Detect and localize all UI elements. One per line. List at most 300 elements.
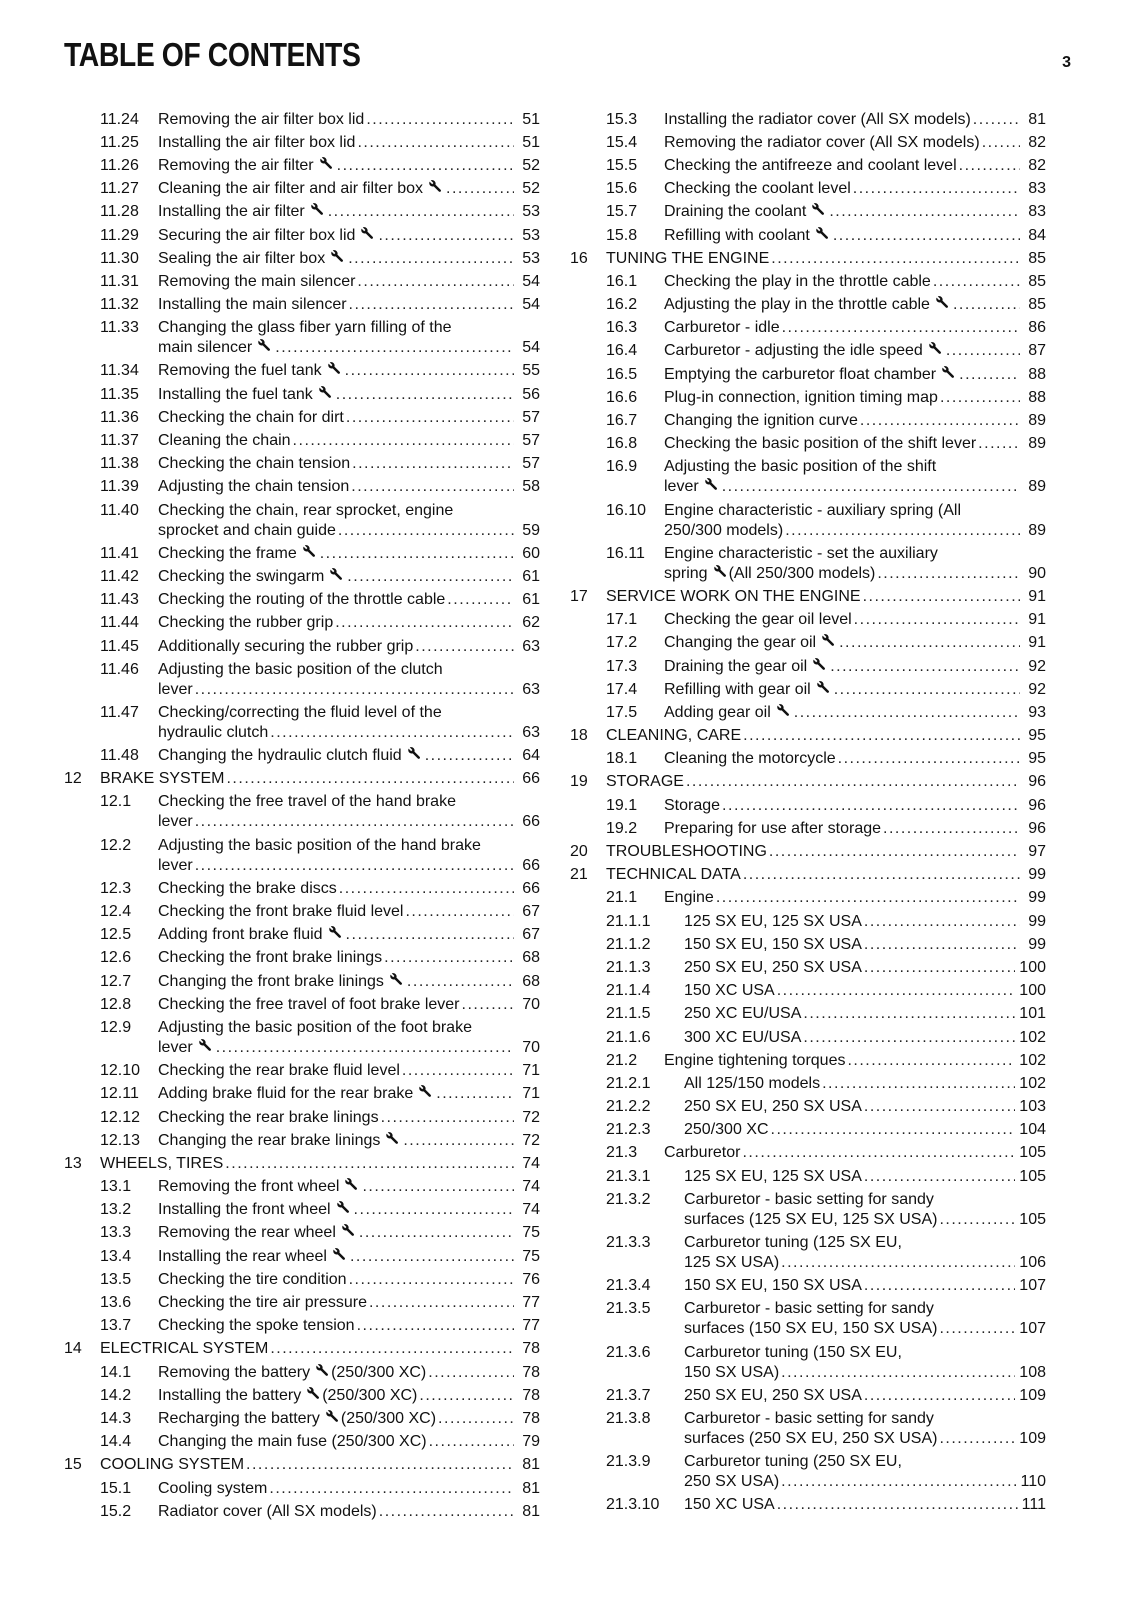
toc-entry-body bbox=[664, 226, 1046, 246]
dot-leader bbox=[771, 249, 1020, 269]
toc-entry-suffix: (250/300 XC) bbox=[331, 1363, 427, 1381]
toc-entry[interactable] bbox=[64, 178, 540, 201]
toc-entry-line bbox=[684, 1343, 1046, 1363]
toc-entry[interactable] bbox=[570, 1275, 1046, 1298]
toc-entry-body bbox=[684, 1276, 1046, 1296]
toc-entry[interactable] bbox=[64, 1222, 540, 1245]
toc-entry-title: 150 XC USA bbox=[684, 982, 775, 1000]
toc-entry-number: 15.6 bbox=[606, 180, 638, 198]
toc-entry[interactable] bbox=[570, 108, 1046, 131]
toc-entry[interactable] bbox=[570, 840, 1046, 863]
toc-entry-line bbox=[158, 856, 540, 876]
dot-leader bbox=[336, 385, 514, 405]
toc-entry-number: 12 bbox=[64, 770, 82, 788]
dot-leader bbox=[402, 1061, 514, 1081]
toc-entry-number: 15.3 bbox=[606, 110, 638, 128]
toc-entry-title: Changing the ignition curve bbox=[664, 412, 858, 430]
toc-entry-number: 16 bbox=[570, 249, 588, 267]
toc-entry[interactable] bbox=[570, 542, 1046, 585]
toc-entry-number: 11.25 bbox=[100, 133, 139, 151]
toc-entry[interactable] bbox=[570, 131, 1046, 154]
toc-entry[interactable] bbox=[64, 1477, 540, 1500]
toc-entry[interactable] bbox=[64, 360, 540, 383]
toc-entry[interactable] bbox=[570, 456, 1046, 499]
toc-entry[interactable] bbox=[570, 340, 1046, 363]
toc-entry-line bbox=[158, 1223, 540, 1243]
toc-entry-title: Adding gear oil bbox=[664, 703, 771, 721]
toc-entry-title: Adjusting the basic position of the foot brake bbox=[158, 1018, 472, 1036]
toc-entry-line bbox=[664, 544, 1046, 564]
toc-entry-number: 16.3 bbox=[606, 319, 638, 337]
toc-entry[interactable] bbox=[64, 499, 540, 542]
toc-entry-number: 16.4 bbox=[606, 342, 638, 360]
toc-entry-number: 16.1 bbox=[606, 272, 638, 290]
toc-entry-line bbox=[684, 1120, 1046, 1140]
dot-leader bbox=[864, 1167, 1015, 1187]
toc-entry-page: 99 bbox=[1028, 866, 1046, 884]
wrench-icon bbox=[407, 746, 421, 760]
toc-entry[interactable] bbox=[64, 429, 540, 452]
toc-entry-title: 125 SX USA) bbox=[684, 1254, 780, 1272]
toc-entry-line bbox=[100, 1339, 540, 1359]
toc-entry-page: 91 bbox=[1028, 611, 1046, 629]
toc-entry[interactable] bbox=[64, 1129, 540, 1152]
toc-entry-title: Refilling with coolant bbox=[664, 226, 810, 244]
toc-entry[interactable] bbox=[570, 887, 1046, 910]
toc-entry-number: 12.8 bbox=[100, 995, 132, 1013]
toc-entry-line bbox=[100, 1154, 540, 1174]
toc-entry[interactable] bbox=[64, 131, 540, 154]
toc-entry-number: 20 bbox=[570, 843, 588, 861]
toc-entry-page: 76 bbox=[522, 1270, 540, 1288]
toc-entry-body bbox=[684, 958, 1046, 978]
toc-entry[interactable] bbox=[64, 1245, 540, 1268]
wrench-icon bbox=[257, 338, 271, 352]
dot-leader bbox=[438, 1409, 514, 1429]
toc-entry[interactable] bbox=[64, 993, 540, 1016]
toc-entry[interactable] bbox=[64, 768, 540, 791]
toc-entry-line bbox=[684, 1319, 1046, 1339]
toc-entry-title: Carburetor tuning (150 SX EU, bbox=[684, 1343, 902, 1361]
toc-entry[interactable] bbox=[64, 1407, 540, 1430]
toc-entry-body bbox=[158, 133, 540, 153]
toc-entry-title: Installing the battery bbox=[158, 1386, 302, 1404]
toc-entry-body bbox=[684, 1343, 1046, 1383]
toc-entry[interactable] bbox=[64, 877, 540, 900]
toc-entry[interactable] bbox=[64, 658, 540, 701]
toc-entry[interactable] bbox=[570, 1049, 1046, 1072]
toc-entry[interactable] bbox=[64, 224, 540, 247]
toc-entry-number: 16.9 bbox=[606, 458, 638, 476]
toc-entry-line bbox=[158, 1502, 540, 1522]
toc-entry[interactable] bbox=[64, 791, 540, 834]
toc-entry-title: surfaces (250 SX EU, 250 SX USA) bbox=[684, 1429, 938, 1447]
wrench-icon bbox=[389, 972, 403, 986]
toc-entry-title: Installing the main silencer bbox=[158, 296, 347, 314]
dot-leader bbox=[833, 226, 1020, 246]
wrench-icon bbox=[327, 361, 341, 375]
toc-entry-body bbox=[664, 457, 1046, 497]
toc-entry[interactable] bbox=[570, 655, 1046, 678]
toc-entry[interactable] bbox=[64, 970, 540, 993]
toc-entry[interactable] bbox=[64, 1176, 540, 1199]
toc-entry[interactable] bbox=[570, 154, 1046, 177]
toc-entry[interactable] bbox=[64, 1016, 540, 1059]
dot-leader bbox=[781, 1253, 1015, 1273]
toc-entry-title: Removing the rear wheel bbox=[158, 1224, 336, 1242]
toc-entry-title: SERVICE WORK ON THE ENGINE bbox=[606, 587, 861, 605]
dot-leader bbox=[270, 723, 514, 743]
toc-entry[interactable] bbox=[570, 980, 1046, 1003]
toc-entry-number: 21.1 bbox=[606, 889, 638, 907]
wrench-icon bbox=[336, 1200, 350, 1214]
toc-entry[interactable] bbox=[64, 1060, 540, 1083]
toc-entry[interactable] bbox=[64, 589, 540, 612]
toc-entry[interactable] bbox=[64, 1338, 540, 1361]
toc-entry-title: main silencer bbox=[158, 339, 253, 357]
toc-entry-line bbox=[664, 501, 1046, 521]
toc-entry-line bbox=[664, 1143, 1046, 1163]
toc-entry[interactable] bbox=[570, 678, 1046, 701]
toc-entry-title: Refilling with gear oil bbox=[664, 680, 811, 698]
toc-entry[interactable] bbox=[570, 1298, 1046, 1341]
dot-leader bbox=[405, 902, 514, 922]
toc-entry-line bbox=[664, 295, 1046, 315]
dot-leader bbox=[959, 365, 1020, 385]
toc-entry[interactable] bbox=[64, 1454, 540, 1477]
toc-entry[interactable] bbox=[570, 956, 1046, 979]
toc-entry-number: 17.1 bbox=[606, 611, 638, 629]
toc-entry-page: 93 bbox=[1028, 703, 1046, 721]
toc-entry-page: 77 bbox=[522, 1317, 540, 1335]
toc-entry-number: 16.7 bbox=[606, 412, 638, 430]
toc-entry-title: TUNING THE ENGINE bbox=[606, 249, 770, 267]
toc-entry-line bbox=[684, 1299, 1046, 1319]
toc-entry-line bbox=[664, 1051, 1046, 1071]
toc-entry[interactable] bbox=[64, 834, 540, 877]
page-title: TABLE OF CONTENTS bbox=[64, 36, 361, 73]
dot-leader bbox=[953, 295, 1020, 315]
toc-entry-number: 21.1.3 bbox=[606, 958, 651, 976]
toc-entry-page: 96 bbox=[1028, 819, 1046, 837]
toc-entry-title: Carburetor - basic setting for sandy bbox=[684, 1409, 934, 1427]
toc-entry-body bbox=[684, 912, 1046, 932]
toc-entry-page: 53 bbox=[522, 249, 540, 267]
toc-entry[interactable] bbox=[570, 1384, 1046, 1407]
toc-entry-body bbox=[158, 1479, 540, 1499]
wrench-icon bbox=[329, 567, 343, 581]
toc-entry[interactable] bbox=[64, 1152, 540, 1175]
toc-entry-line bbox=[158, 1177, 540, 1197]
toc-entry-title: Changing the hydraulic clutch fluid bbox=[158, 747, 402, 765]
toc-entry-title: Draining the gear oil bbox=[664, 657, 808, 675]
dot-leader bbox=[860, 411, 1020, 431]
toc-entry[interactable] bbox=[64, 1268, 540, 1291]
toc-entry-number: 18.1 bbox=[606, 750, 638, 768]
toc-entry-page: 81 bbox=[1028, 110, 1046, 128]
toc-entry[interactable] bbox=[570, 1165, 1046, 1188]
toc-entry[interactable] bbox=[570, 817, 1046, 840]
toc-entry[interactable] bbox=[570, 433, 1046, 456]
toc-entry[interactable] bbox=[64, 1361, 540, 1384]
toc-entry-line bbox=[664, 388, 1046, 408]
toc-entry-title: COOLING SYSTEM bbox=[100, 1456, 245, 1474]
toc-entry[interactable] bbox=[570, 585, 1046, 608]
wrench-icon bbox=[821, 633, 835, 647]
toc-entry-line bbox=[158, 110, 540, 130]
toc-entry-title: sprocket and chain guide bbox=[158, 521, 336, 539]
toc-entry[interactable] bbox=[64, 900, 540, 923]
toc-entry-page: 63 bbox=[522, 680, 540, 698]
toc-entry[interactable] bbox=[64, 1384, 540, 1407]
dot-leader bbox=[352, 454, 514, 474]
toc-entry-body bbox=[158, 385, 540, 405]
toc-entry[interactable] bbox=[570, 1119, 1046, 1142]
toc-entry-number: 11.41 bbox=[100, 544, 139, 562]
toc-entry-page: 52 bbox=[522, 156, 540, 174]
toc-entry-page: 77 bbox=[522, 1294, 540, 1312]
toc-entry-page: 74 bbox=[522, 1201, 540, 1219]
toc-entry[interactable] bbox=[570, 933, 1046, 956]
toc-entry-number: 14.3 bbox=[100, 1409, 132, 1427]
toc-entry[interactable] bbox=[64, 270, 540, 293]
toc-entry-number: 14.4 bbox=[100, 1433, 132, 1451]
toc-entry[interactable] bbox=[570, 270, 1046, 293]
toc-entry-page: 107 bbox=[1019, 1277, 1046, 1295]
toc-entry-title: lever bbox=[158, 1038, 193, 1056]
toc-entry-body bbox=[606, 726, 1046, 746]
toc-entry[interactable] bbox=[570, 201, 1046, 224]
toc-entry-title: 150 SX EU, 150 SX USA bbox=[684, 1277, 862, 1295]
toc-entry-title: Carburetor - adjusting the idle speed bbox=[664, 342, 923, 360]
toc-entry-page: 89 bbox=[1028, 435, 1046, 453]
toc-entry-body bbox=[684, 1167, 1046, 1187]
toc-entry[interactable] bbox=[570, 1188, 1046, 1231]
toc-entry[interactable] bbox=[570, 632, 1046, 655]
toc-entry[interactable] bbox=[570, 910, 1046, 933]
toc-entry[interactable] bbox=[64, 1500, 540, 1523]
toc-entry-body bbox=[664, 501, 1046, 541]
toc-entry-line bbox=[158, 879, 540, 899]
toc-entry[interactable] bbox=[570, 386, 1046, 409]
toc-entry[interactable] bbox=[64, 1315, 540, 1338]
toc-entry-page: 74 bbox=[522, 1178, 540, 1196]
toc-entry-title: 300 XC EU/USA bbox=[684, 1028, 802, 1046]
dot-leader bbox=[339, 879, 514, 899]
toc-entry-line bbox=[664, 272, 1046, 292]
toc-entry[interactable] bbox=[64, 383, 540, 406]
toc-entry-number: 17.2 bbox=[606, 634, 638, 652]
toc-entry[interactable] bbox=[570, 499, 1046, 542]
dot-leader bbox=[794, 703, 1020, 723]
toc-entry-line bbox=[664, 434, 1046, 454]
toc-entry[interactable] bbox=[64, 294, 540, 317]
toc-entry[interactable] bbox=[64, 317, 540, 360]
toc-entry[interactable] bbox=[570, 864, 1046, 887]
toc-entry-title: Checking the spoke tension bbox=[158, 1317, 355, 1335]
toc-entry[interactable] bbox=[64, 1199, 540, 1222]
toc-entry[interactable] bbox=[570, 771, 1046, 794]
toc-entry-body bbox=[684, 1233, 1046, 1273]
toc-entry[interactable] bbox=[64, 542, 540, 565]
toc-entry-body bbox=[664, 1143, 1046, 1163]
toc-entry-line bbox=[684, 1472, 1046, 1492]
toc-entry-number: 17.4 bbox=[606, 680, 638, 698]
toc-entry[interactable] bbox=[570, 701, 1046, 724]
toc-entry[interactable] bbox=[570, 1231, 1046, 1274]
toc-entry-line bbox=[100, 769, 540, 789]
toc-entry-number: 11.34 bbox=[100, 362, 139, 380]
toc-entry[interactable] bbox=[570, 1072, 1046, 1095]
toc-entry-body bbox=[664, 179, 1046, 199]
toc-entry[interactable] bbox=[570, 1407, 1046, 1450]
toc-entry-title: Emptying the carburetor float chamber bbox=[664, 365, 937, 383]
toc-entry-number: 21.3.4 bbox=[606, 1277, 651, 1295]
toc-entry[interactable] bbox=[570, 1142, 1046, 1165]
toc-entry-title: Checking the rubber grip bbox=[158, 614, 334, 632]
toc-entry-page: 59 bbox=[522, 521, 540, 539]
dot-leader bbox=[379, 1502, 514, 1522]
toc-entry-title: Removing the air filter bbox=[158, 156, 314, 174]
toc-entry[interactable] bbox=[64, 565, 540, 588]
toc-entry[interactable] bbox=[570, 409, 1046, 432]
toc-entry-body bbox=[606, 865, 1046, 885]
toc-entry-page: 52 bbox=[522, 180, 540, 198]
toc-entry[interactable] bbox=[570, 1096, 1046, 1119]
toc-entry-number: 11.27 bbox=[100, 180, 139, 198]
toc-entry-page: 99 bbox=[1028, 935, 1046, 953]
dot-leader bbox=[269, 1479, 514, 1499]
toc-entry-line bbox=[158, 1270, 540, 1290]
dot-leader bbox=[864, 1276, 1015, 1296]
toc-entry[interactable] bbox=[570, 1451, 1046, 1494]
toc-entry-title: Adjusting the basic position of the clutch bbox=[158, 660, 443, 678]
wrench-icon bbox=[816, 680, 830, 694]
toc-entry-title: STORAGE bbox=[606, 773, 684, 791]
dot-leader bbox=[195, 680, 514, 700]
toc-entry-title: Draining the coolant bbox=[664, 203, 807, 221]
toc-entry-page: 102 bbox=[1019, 1051, 1046, 1069]
toc-entry[interactable] bbox=[64, 1106, 540, 1129]
toc-entry-line bbox=[158, 544, 540, 564]
dot-leader bbox=[939, 1429, 1015, 1449]
toc-entry-page: 63 bbox=[522, 723, 540, 741]
toc-entry-line bbox=[684, 1429, 1046, 1449]
toc-entry-title: Adjusting the chain tension bbox=[158, 478, 350, 496]
toc-entry-body bbox=[664, 365, 1046, 385]
toc-entry-number: 18 bbox=[570, 727, 588, 745]
toc-entry-body bbox=[158, 972, 540, 992]
toc-entry-title: Installing the front wheel bbox=[158, 1201, 331, 1219]
toc-entry[interactable] bbox=[64, 947, 540, 970]
toc-entry-title: Adding front brake fluid bbox=[158, 926, 323, 944]
toc-entry-title: Removing the battery bbox=[158, 1363, 311, 1381]
toc-entry[interactable] bbox=[570, 317, 1046, 340]
toc-entry[interactable] bbox=[570, 794, 1046, 817]
dot-leader bbox=[226, 769, 514, 789]
toc-entry-body bbox=[100, 1339, 540, 1359]
toc-entry-title: Engine characteristic - auxiliary spring (All bbox=[664, 501, 961, 519]
toc-entry-line bbox=[158, 1432, 540, 1452]
toc-entry[interactable] bbox=[570, 725, 1046, 748]
toc-entry-line bbox=[664, 457, 1046, 477]
toc-entry[interactable] bbox=[64, 1431, 540, 1454]
toc-entry-title: Cleaning the motorcycle bbox=[664, 750, 836, 768]
toc-entry[interactable] bbox=[64, 1291, 540, 1314]
toc-entry-number: 12.4 bbox=[100, 903, 132, 921]
toc-entry[interactable] bbox=[64, 701, 540, 744]
wrench-icon bbox=[776, 703, 790, 717]
toc-entry-line bbox=[606, 587, 1046, 607]
toc-entry[interactable] bbox=[64, 108, 540, 131]
toc-entry[interactable] bbox=[64, 247, 540, 270]
toc-entry[interactable] bbox=[64, 453, 540, 476]
toc-entry-body bbox=[158, 544, 540, 564]
toc-entry-body bbox=[158, 1177, 540, 1197]
toc-entry[interactable] bbox=[570, 363, 1046, 386]
toc-entry[interactable] bbox=[570, 294, 1046, 317]
toc-entry-title: Engine tightening torques bbox=[664, 1051, 846, 1069]
toc-entry[interactable] bbox=[64, 406, 540, 429]
toc-entry[interactable] bbox=[570, 224, 1046, 247]
toc-entry[interactable] bbox=[64, 1083, 540, 1106]
wrench-icon bbox=[385, 1131, 399, 1145]
toc-entry-line bbox=[158, 318, 540, 338]
dot-leader bbox=[777, 981, 1016, 1001]
toc-entry[interactable] bbox=[64, 635, 540, 658]
dot-leader bbox=[462, 995, 515, 1015]
toc-entry-line bbox=[158, 1061, 540, 1081]
toc-entry-line bbox=[684, 935, 1046, 955]
toc-entry[interactable] bbox=[570, 1026, 1046, 1049]
toc-entry-title: Preparing for use after storage bbox=[664, 819, 882, 837]
toc-entry-suffix: (All 250/300 models) bbox=[728, 564, 876, 582]
toc-entry-page: 72 bbox=[522, 1108, 540, 1126]
toc-entry-page: 78 bbox=[522, 1386, 540, 1404]
dot-leader bbox=[419, 1386, 514, 1406]
toc-entry[interactable] bbox=[570, 247, 1046, 270]
toc-entry-line bbox=[158, 995, 540, 1015]
toc-entry-title: surfaces (150 SX EU, 150 SX USA) bbox=[684, 1320, 938, 1338]
toc-entry-body bbox=[158, 1018, 540, 1058]
toc-entry[interactable] bbox=[570, 1341, 1046, 1384]
toc-entry-line bbox=[158, 454, 540, 474]
toc-entry[interactable] bbox=[570, 748, 1046, 771]
toc-entry-page: 95 bbox=[1028, 727, 1046, 745]
toc-entry[interactable] bbox=[64, 201, 540, 224]
toc-entry[interactable] bbox=[64, 154, 540, 177]
dot-leader bbox=[270, 1339, 514, 1359]
toc-entry-title: Checking the play in the throttle cable bbox=[664, 272, 931, 290]
dot-leader bbox=[446, 179, 514, 199]
toc-entry[interactable] bbox=[64, 745, 540, 768]
toc-entry[interactable] bbox=[64, 476, 540, 499]
wrench-icon bbox=[344, 1177, 358, 1191]
toc-entry[interactable] bbox=[570, 1494, 1046, 1517]
toc-entry[interactable] bbox=[64, 924, 540, 947]
toc-entry-body bbox=[158, 792, 540, 832]
toc-entry-page: 96 bbox=[1028, 796, 1046, 814]
toc-entry-body bbox=[684, 1386, 1046, 1406]
toc-entry[interactable] bbox=[64, 612, 540, 635]
toc-entry-title: Additionally securing the rubber grip bbox=[158, 637, 414, 655]
toc-entry[interactable] bbox=[570, 178, 1046, 201]
toc-entry-title: Changing the main fuse (250/300 XC) bbox=[158, 1433, 427, 1451]
toc-entry[interactable] bbox=[570, 1003, 1046, 1026]
toc-entry[interactable] bbox=[570, 609, 1046, 632]
toc-entry-page: 54 bbox=[522, 272, 540, 290]
toc-entry-body bbox=[664, 295, 1046, 315]
